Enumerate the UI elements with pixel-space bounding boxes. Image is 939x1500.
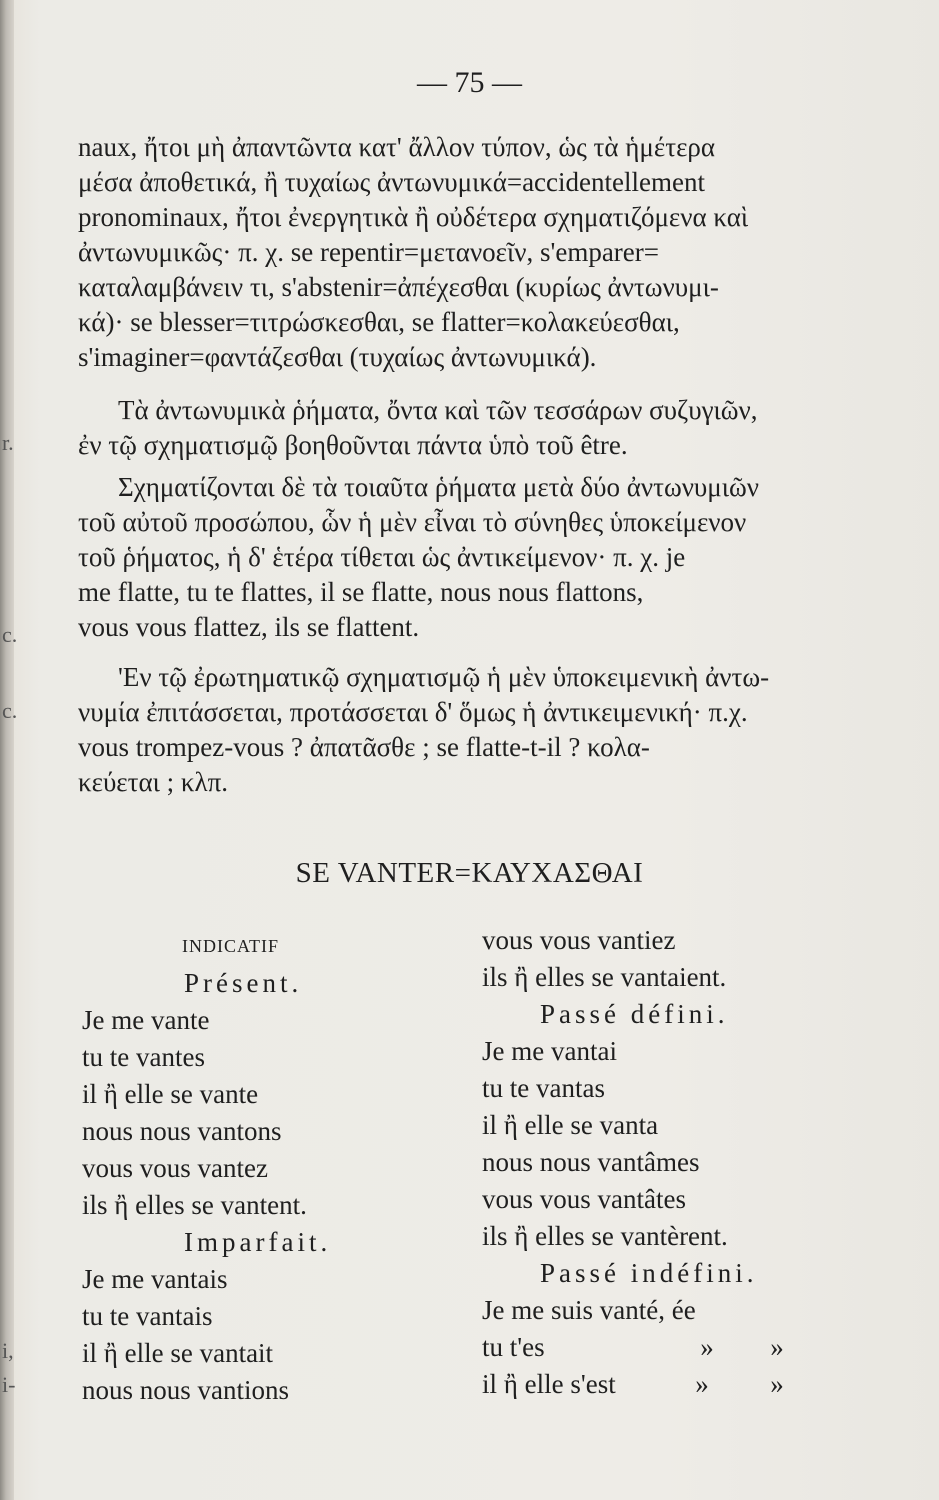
text-line: naux, ἤτοι μὴ ἀπαντῶντα κατ' ἄλλον τύπον, ὡς τὰ ἡμέτερα (78, 132, 716, 162)
tense-title-passe-indefini: Passé indéfini. (540, 1258, 758, 1288)
conjugation-line: tu te vantais (82, 1301, 213, 1331)
conjugation-line: tu te vantes (82, 1042, 205, 1072)
paragraph-formation (78, 470, 836, 645)
conjugation-line: nous nous vantons (82, 1116, 282, 1146)
conjugation-line (482, 1366, 902, 1403)
paragraph-auxiliary (78, 393, 836, 463)
margin-mark: r. (2, 430, 14, 455)
text-line: μέσα ἀποθετικά, ἢ τυχαίως ἀντωνυμικά=accidentellement (78, 167, 705, 197)
conjugation-right-column (482, 922, 902, 1403)
text-line: τοῦ αὐτοῦ προσώπου, ὧν ἡ μὲν εἶναι τὸ σύνηθες ὑποκείμενον (78, 507, 747, 537)
conjugation-line: ils ἢ elles se vantèrent. (482, 1221, 728, 1251)
paragraph-intro (78, 130, 836, 375)
mood-label: INDICATIF (182, 936, 279, 956)
text-line: ἐν τῷ σχηματισμῷ βοηθοῦνται πάντα ὑπὸ τοῦ être. (78, 430, 628, 460)
text-line: καταλαμβάνειν τι, s'abstenir=ἀπέχεσθαι (κυρίως ἀντωνυμι- (78, 272, 719, 302)
conjugation-line: vous vous vantez (82, 1153, 268, 1183)
text-line: νυμία ἐπιτάσσεται, προτάσσεται δ' ὅμως ἡ ἀντικειμενική· π.χ. (78, 697, 748, 727)
text-line: Σχηματίζονται δὲ τὰ τοιαῦτα ῥήματα μετὰ δύο ἀντωνυμιῶν (118, 472, 760, 502)
conjugation-line: il ἢ elle se vantait (82, 1338, 274, 1368)
ditto-mark: » (695, 1369, 709, 1399)
conjugation-line: vous vous vantâtes (482, 1184, 686, 1214)
conjugation-line: Je me suis vanté, ée (482, 1295, 696, 1325)
margin-mark: c. (2, 622, 18, 647)
conjugation-line: tu te vantas (482, 1073, 605, 1103)
conjugation-line: nous nous vantions (82, 1375, 290, 1405)
book-spine-shadow (0, 0, 14, 1500)
page-number: — 75 — (417, 66, 522, 99)
conjugation-line: il ἢ elle se vanta (482, 1110, 659, 1140)
text-line: κεύεται ; κλπ. (78, 767, 228, 797)
tense-title-present: Présent. (184, 968, 303, 998)
conjugation-text: tu t'es (482, 1332, 545, 1362)
text-line: τοῦ ῥήματος, ἡ δ' ἑτέρα τίθεται ὡς ἀντικείμενον· π. χ. je (78, 542, 686, 572)
conjugation-line: ils ἢ elles se vantent. (82, 1190, 307, 1220)
conjugation-line: Je me vantais (82, 1264, 228, 1294)
conjugation-left-column (82, 928, 442, 1409)
text-line: vous trompez-vous ? ἀπατᾶσθε ; se flatte-t-il ? κολα- (78, 732, 650, 762)
conjugation-line: Je me vantai (482, 1036, 617, 1066)
section-heading: SE VANTER=ΚΑΥΧΑΣΘΑΙ (295, 857, 644, 889)
text-line: 'Εν τῷ ἐρωτηματικῷ σχηματισμῷ ἡ μὲν ὑποκειμενικὴ ἀντω- (118, 662, 770, 692)
text-line: κά)· se blesser=τιτρώσκεσθαι, se flatter=κολακεύεσθαι, (78, 307, 680, 337)
text-line: s'imaginer=φαντάζεσθαι (τυχαίως ἀντωνυμικά). (78, 342, 597, 372)
text-line: pronominaux, ἤτοι ἐνεργητικὰ ἢ οὐδέτερα σχηματιζόμενα καὶ (78, 202, 749, 232)
ditto-mark: » (770, 1369, 784, 1399)
conjugation-line: Je me vante (82, 1005, 210, 1035)
paragraph-interrogative (78, 660, 836, 800)
conjugation-text: il ἢ elle s'est (482, 1369, 616, 1399)
tense-title-passe-defini: Passé défini. (540, 999, 729, 1029)
tense-title-imparfait: Imparfait. (184, 1227, 332, 1257)
conjugation-line: vous vous vantiez (482, 925, 676, 955)
conjugation-line (482, 1329, 902, 1366)
ditto-mark: » (770, 1332, 784, 1362)
conjugation-line: ils ἢ elles se vantaient. (482, 962, 727, 992)
text-line: vous vous flattez, ils se flattent. (78, 612, 420, 642)
ditto-mark: » (700, 1332, 714, 1362)
margin-mark: i, (2, 1338, 14, 1363)
margin-mark: i- (2, 1372, 16, 1397)
conjugation-line: nous nous vantâmes (482, 1147, 700, 1177)
text-line: Τὰ ἀντωνυμικὰ ῥήματα, ὄντα καὶ τῶν τεσσάρων συζυγιῶν, (118, 395, 758, 425)
text-line: me flatte, tu te flattes, il se flatte, nous nous flattons, (78, 577, 644, 607)
text-line: ἀντωνυμικῶς· π. χ. se repentir=μετανοεῖν, s'emparer= (78, 237, 660, 267)
conjugation-line: il ἢ elle se vante (82, 1079, 259, 1109)
margin-mark: c. (2, 698, 18, 723)
